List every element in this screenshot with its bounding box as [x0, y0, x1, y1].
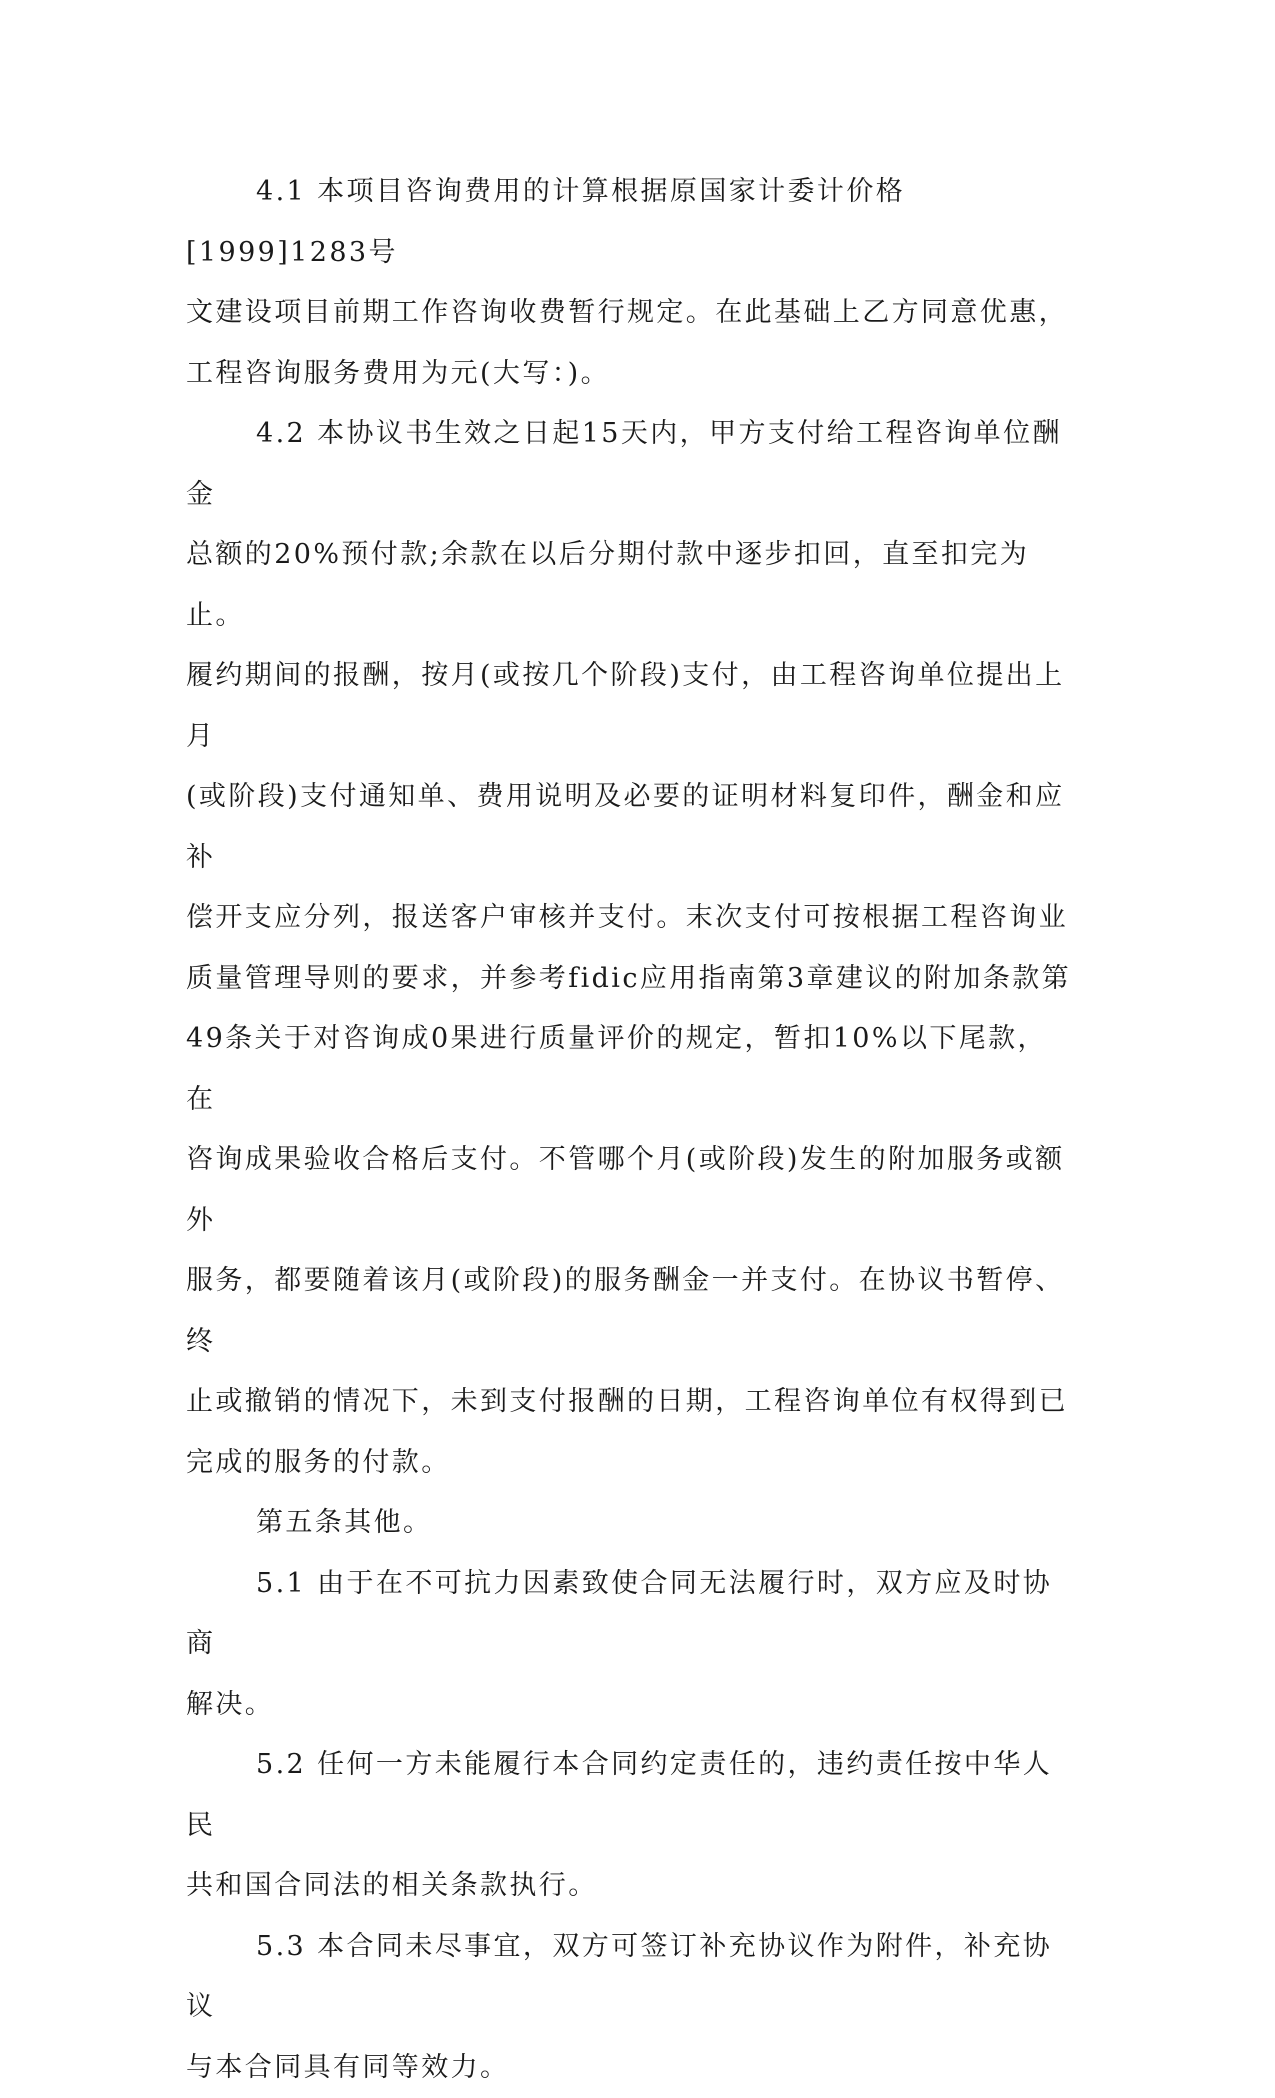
paragraph-line: 与本合同具有同等效力。 — [186, 2052, 509, 2083]
paragraph-line: 49条关于对咨询成0果进行质量评价的规定，暂扣10%以下尾款，在 — [186, 1023, 1047, 1115]
paragraph-line: 4.1 本项目咨询费用的计算根据原国家计委计价格[1999]1283号 — [186, 176, 905, 268]
paragraph-line: 第五条其他。 — [256, 1507, 432, 1538]
paragraph-line: 解决。 — [186, 1689, 274, 1720]
paragraph-line: 止或撤销的情况下，未到支付报酬的日期，工程咨询单位有权得到已 — [186, 1386, 1068, 1417]
paragraph-line: 5.3 本合同未尽事宜，双方可签订补充协议作为附件，补充协议 — [186, 1931, 1052, 2023]
paragraph-line: 完成的服务的付款。 — [186, 1447, 451, 1478]
paragraph-4-1 — [186, 162, 1076, 404]
paragraph-line: 文建设项目前期工作咨询收费暂行规定。在此基础上乙方同意优惠， — [186, 297, 1068, 328]
document-body — [186, 162, 1076, 2098]
paragraph-5-1 — [186, 1554, 1076, 1736]
paragraph-line: 4.2 本协议书生效之日起15天内，甲方支付给工程咨询单位酬金 — [186, 418, 1062, 510]
paragraph-line: 偿开支应分列，报送客户审核并支付。末次支付可按根据工程咨询业 — [186, 902, 1068, 933]
paragraph-line: 履约期间的报酬，按月(或按几个阶段)支付，由工程咨询单位提出上月 — [186, 660, 1064, 752]
paragraph-4-2 — [186, 404, 1076, 1493]
paragraph-line: 咨询成果验收合格后支付。不管哪个月(或阶段)发生的附加服务或额外 — [186, 1144, 1064, 1236]
paragraph-line: 共和国合同法的相关条款执行。 — [186, 1870, 598, 1901]
paragraph-line: 5.2 任何一方未能履行本合同约定责任的，违约责任按中华人民 — [186, 1749, 1052, 1841]
paragraph-line: (或阶段)支付通知单、费用说明及必要的证明材料复印件，酬金和应补 — [186, 781, 1064, 873]
paragraph-line: 服务，都要随着该月(或阶段)的服务酬金一并支付。在协议书暂停、终 — [186, 1265, 1064, 1357]
paragraph-line: 质量管理导则的要求，并参考fidic应用指南第3章建议的附加条款第 — [186, 963, 1071, 994]
paragraph-line: 工程咨询服务费用为元(大写：)。 — [186, 358, 610, 389]
paragraph-5-2 — [186, 1735, 1076, 1917]
paragraph-5-3 — [186, 1917, 1076, 2098]
paragraph-line: 总额的20%预付款;余款在以后分期付款中逐步扣回，直至扣完为止。 — [186, 539, 1029, 631]
paragraph-line: 5.1 由于在不可抗力因素致使合同无法履行时，双方应及时协商 — [186, 1568, 1052, 1660]
article-5-heading — [186, 1493, 1076, 1554]
